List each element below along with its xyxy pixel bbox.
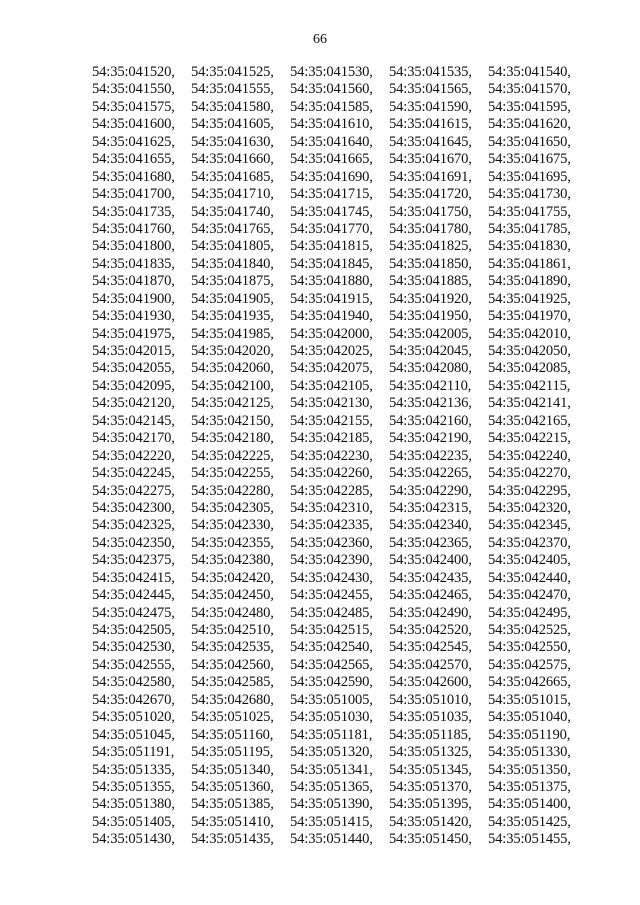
- cadastral-number: 54:35:042545,: [389, 639, 472, 656]
- cadastral-number: 54:35:042165,: [488, 412, 571, 429]
- cadastral-number: 54:35:041770,: [290, 220, 373, 237]
- cadastral-number: 54:35:042160,: [389, 412, 472, 429]
- cadastral-number: 54:35:042340,: [389, 517, 472, 534]
- cadastral-number: 54:35:042320,: [488, 499, 571, 516]
- cadastral-number: 54:35:041605,: [191, 116, 274, 133]
- cadastral-number: 54:35:041685,: [191, 168, 274, 185]
- cadastral-number: 54:35:051350,: [488, 761, 571, 778]
- cadastral-number: 54:35:041560,: [290, 81, 373, 98]
- cadastral-number: 54:35:041720,: [389, 186, 472, 203]
- cadastral-number: 54:35:042285,: [290, 482, 373, 499]
- list-row: [92, 116, 592, 133]
- cadastral-number: 54:35:051320,: [290, 744, 373, 761]
- cadastral-number: 54:35:041540,: [488, 64, 571, 80]
- cadastral-number: 54:35:041740,: [191, 203, 274, 220]
- cadastral-number: 54:35:041900,: [92, 290, 175, 307]
- cadastral-number: 54:35:042665,: [488, 674, 571, 691]
- list-row: [92, 378, 592, 395]
- cadastral-number: 54:35:041875,: [191, 273, 274, 290]
- cadastral-number: 54:35:042295,: [488, 482, 571, 499]
- list-row: [92, 256, 592, 273]
- cadastral-number: 54:35:041580,: [191, 98, 274, 115]
- cadastral-number: 54:35:051191,: [92, 744, 175, 761]
- list-row: [92, 639, 592, 656]
- cadastral-number: 54:35:041861,: [488, 255, 571, 272]
- cadastral-number: 54:35:042110,: [389, 377, 472, 394]
- cadastral-number: 54:35:042550,: [488, 639, 571, 656]
- cadastral-number: 54:35:051040,: [488, 709, 571, 726]
- cadastral-number: 54:35:051435,: [191, 831, 274, 848]
- cadastral-number: 54:35:041825,: [389, 238, 472, 255]
- list-row: [92, 273, 592, 290]
- cadastral-number: 54:35:041805,: [191, 238, 274, 255]
- cadastral-number: 54:35:041730,: [488, 186, 571, 203]
- cadastral-number: 54:35:041870,: [92, 273, 175, 290]
- cadastral-number: 54:35:042130,: [290, 395, 373, 412]
- cadastral-number: 54:35:042420,: [191, 569, 274, 586]
- cadastral-number: 54:35:042325,: [92, 517, 175, 534]
- cadastral-number: 54:35:042145,: [92, 412, 175, 429]
- cadastral-number: 54:35:041675,: [488, 151, 571, 168]
- cadastral-number: 54:35:041570,: [488, 81, 571, 98]
- cadastral-number: 54:35:051335,: [92, 761, 175, 778]
- cadastral-number: 54:35:051450,: [389, 831, 472, 848]
- cadastral-number: 54:35:042260,: [290, 465, 373, 482]
- cadastral-number: 54:35:041655,: [92, 151, 175, 168]
- cadastral-number: 54:35:051345,: [389, 761, 472, 778]
- cadastral-number: 54:35:051405,: [92, 813, 175, 830]
- cadastral-number: 54:35:042515,: [290, 622, 373, 638]
- list-row: [92, 134, 592, 151]
- cadastral-number: 54:35:041925,: [488, 290, 571, 307]
- cadastral-number: 54:35:051380,: [92, 796, 175, 813]
- cadastral-number: 54:35:042485,: [290, 604, 373, 621]
- cadastral-number: 54:35:041670,: [389, 151, 472, 168]
- cadastral-number: 54:35:042350,: [92, 534, 175, 551]
- cadastral-number: 54:35:042435,: [389, 569, 472, 586]
- cadastral-number: 54:35:041890,: [488, 273, 571, 290]
- cadastral-number: 54:35:051195,: [191, 744, 274, 761]
- list-row: [92, 81, 592, 98]
- cadastral-number: 54:35:041625,: [92, 133, 175, 150]
- cadastral-number: 54:35:041525,: [191, 64, 274, 80]
- cadastral-number: 54:35:041715,: [290, 186, 373, 203]
- cadastral-number: 54:35:041950,: [389, 308, 472, 325]
- list-row: [92, 831, 592, 848]
- cadastral-number: 54:35:042480,: [191, 604, 274, 621]
- cadastral-number: 54:35:042310,: [290, 499, 373, 516]
- cadastral-number: 54:35:042680,: [191, 691, 274, 708]
- list-row: [92, 500, 592, 517]
- cadastral-number: 54:35:042240,: [488, 447, 571, 464]
- list-row: [92, 465, 592, 482]
- cadastral-number: 54:35:041915,: [290, 290, 373, 307]
- list-row: [92, 622, 592, 639]
- cadastral-number: 54:35:042045,: [389, 343, 472, 359]
- cadastral-number: 54:35:051385,: [191, 796, 274, 813]
- cadastral-number: 54:35:042075,: [290, 360, 373, 377]
- cadastral-number: 54:35:041920,: [389, 290, 472, 307]
- cadastral-number: 54:35:041565,: [389, 81, 472, 98]
- cadastral-number: 54:35:042060,: [191, 360, 274, 377]
- cadastral-number: 54:35:041815,: [290, 238, 373, 255]
- cadastral-number: 54:35:041800,: [92, 238, 175, 255]
- cadastral-number: 54:35:042365,: [389, 534, 472, 551]
- cadastral-number: 54:35:042570,: [389, 656, 472, 673]
- cadastral-number: 54:35:041660,: [191, 151, 274, 168]
- list-row: [92, 238, 592, 255]
- list-row: [92, 762, 592, 779]
- cadastral-number: 54:35:051325,: [389, 744, 472, 761]
- cadastral-number: 54:35:042105,: [290, 377, 373, 394]
- list-row: [92, 64, 592, 81]
- cadastral-number: 54:35:041530,: [290, 64, 373, 80]
- cadastral-number: 54:35:051190,: [488, 726, 571, 743]
- cadastral-number: 54:35:041780,: [389, 220, 472, 237]
- list-row: [92, 308, 592, 325]
- cadastral-number: 54:35:051390,: [290, 796, 373, 813]
- cadastral-number: 54:35:051025,: [191, 709, 274, 726]
- cadastral-number: 54:35:042085,: [488, 360, 571, 377]
- cadastral-number: 54:35:042265,: [389, 465, 472, 482]
- cadastral-number: 54:35:042530,: [92, 639, 175, 656]
- cadastral-number: 54:35:042115,: [488, 377, 571, 394]
- cadastral-number: 54:35:042185,: [290, 430, 373, 447]
- list-row: [92, 186, 592, 203]
- list-row: [92, 430, 592, 447]
- cadastral-number: 54:35:042025,: [290, 343, 373, 359]
- list-row: [92, 326, 592, 343]
- cadastral-number: 54:35:042495,: [488, 604, 571, 621]
- cadastral-number: 54:35:051370,: [389, 778, 472, 795]
- cadastral-number: 54:35:041600,: [92, 116, 175, 133]
- cadastral-number: 54:35:042300,: [92, 499, 175, 516]
- cadastral-number: 54:35:042475,: [92, 604, 175, 621]
- cadastral-number: 54:35:041520,: [92, 64, 175, 80]
- cadastral-number: 54:35:041650,: [488, 133, 571, 150]
- cadastral-number: 54:35:042400,: [389, 552, 472, 569]
- list-row: [92, 151, 592, 168]
- cadastral-number: 54:35:042015,: [92, 343, 175, 359]
- cadastral-number: 54:35:041940,: [290, 308, 373, 325]
- cadastral-number: 54:35:051010,: [389, 691, 472, 708]
- cadastral-number: 54:35:042155,: [290, 412, 373, 429]
- cadastral-number: 54:35:042141,: [488, 395, 571, 412]
- cadastral-number: 54:35:042270,: [488, 465, 571, 482]
- list-row: [92, 99, 592, 116]
- list-row: [92, 796, 592, 813]
- cadastral-number: 54:35:041691,: [389, 168, 472, 185]
- cadastral-number: 54:35:041840,: [191, 255, 274, 272]
- list-row: [92, 169, 592, 186]
- cadastral-number: 54:35:042390,: [290, 552, 373, 569]
- cadastral-number: 54:35:042590,: [290, 674, 373, 691]
- cadastral-number: 54:35:042540,: [290, 639, 373, 656]
- cadastral-number: 54:35:041985,: [191, 325, 274, 342]
- cadastral-number: 54:35:042330,: [191, 517, 274, 534]
- cadastral-number: 54:35:042575,: [488, 656, 571, 673]
- cadastral-number: 54:35:042280,: [191, 482, 274, 499]
- list-row: [92, 779, 592, 796]
- cadastral-number: 54:35:051425,: [488, 813, 571, 830]
- cadastral-number: 54:35:041575,: [92, 98, 175, 115]
- cadastral-number: 54:35:051375,: [488, 778, 571, 795]
- cadastral-number: 54:35:041905,: [191, 290, 274, 307]
- cadastral-number: 54:35:042000,: [290, 325, 373, 342]
- cadastral-number: 54:35:041535,: [389, 64, 472, 80]
- cadastral-number: 54:35:041700,: [92, 186, 175, 203]
- cadastral-number: 54:35:042235,: [389, 447, 472, 464]
- cadastral-number: 54:35:042490,: [389, 604, 472, 621]
- cadastral-number: 54:35:051045,: [92, 726, 175, 743]
- cadastral-number: 54:35:041555,: [191, 81, 274, 98]
- cadastral-number: 54:35:041610,: [290, 116, 373, 133]
- cadastral-number: 54:35:051440,: [290, 831, 373, 848]
- cadastral-number: 54:35:041630,: [191, 133, 274, 150]
- cadastral-number: 54:35:042470,: [488, 587, 571, 604]
- list-row: [92, 360, 592, 377]
- cadastral-number: 54:35:042095,: [92, 377, 175, 394]
- cadastral-number: 54:35:051035,: [389, 709, 472, 726]
- cadastral-number: 54:35:042275,: [92, 482, 175, 499]
- list-row: [92, 535, 592, 552]
- cadastral-number: 54:35:042005,: [389, 325, 472, 342]
- cadastral-number: 54:35:042565,: [290, 656, 373, 673]
- list-row: [92, 204, 592, 221]
- cadastral-number: 54:35:042120,: [92, 395, 175, 412]
- cadastral-number: 54:35:051360,: [191, 778, 274, 795]
- list-row: [92, 517, 592, 534]
- cadastral-number: 54:35:042245,: [92, 465, 175, 482]
- cadastral-number: 54:35:041615,: [389, 116, 472, 133]
- cadastral-number-list: [92, 64, 592, 849]
- cadastral-number: 54:35:051430,: [92, 831, 175, 848]
- cadastral-number: 54:35:042050,: [488, 343, 571, 359]
- cadastral-number: 54:35:041665,: [290, 151, 373, 168]
- cadastral-number: 54:35:042525,: [488, 622, 571, 638]
- cadastral-number: 54:35:051395,: [389, 796, 472, 813]
- cadastral-number: 54:35:041975,: [92, 325, 175, 342]
- list-row: [92, 605, 592, 622]
- list-row: [92, 709, 592, 726]
- cadastral-number: 54:35:042505,: [92, 622, 175, 638]
- list-row: [92, 291, 592, 308]
- cadastral-number: 54:35:042305,: [191, 499, 274, 516]
- cadastral-number: 54:35:041785,: [488, 220, 571, 237]
- cadastral-number: 54:35:051420,: [389, 813, 472, 830]
- cadastral-number: 54:35:042580,: [92, 674, 175, 691]
- cadastral-number: 54:35:051455,: [488, 831, 571, 848]
- cadastral-number: 54:35:042215,: [488, 430, 571, 447]
- cadastral-number: 54:35:051020,: [92, 709, 175, 726]
- list-row: [92, 552, 592, 569]
- cadastral-number: 54:35:051365,: [290, 778, 373, 795]
- cadastral-number: 54:35:051181,: [290, 726, 373, 743]
- list-row: [92, 483, 592, 500]
- cadastral-number: 54:35:051400,: [488, 796, 571, 813]
- list-row: [92, 692, 592, 709]
- cadastral-number: 54:35:042405,: [488, 552, 571, 569]
- cadastral-number: 54:35:041640,: [290, 133, 373, 150]
- list-row: [92, 395, 592, 412]
- list-row: [92, 657, 592, 674]
- cadastral-number: 54:35:042380,: [191, 552, 274, 569]
- cadastral-number: 54:35:041830,: [488, 238, 571, 255]
- cadastral-number: 54:35:042020,: [191, 343, 274, 359]
- page-number: 66: [313, 32, 327, 47]
- cadastral-number: 54:35:041645,: [389, 133, 472, 150]
- cadastral-number: 54:35:042225,: [191, 447, 274, 464]
- cadastral-number: 54:35:042585,: [191, 674, 274, 691]
- cadastral-number: 54:35:042170,: [92, 430, 175, 447]
- cadastral-number: 54:35:042430,: [290, 569, 373, 586]
- cadastral-number: 54:35:041595,: [488, 98, 571, 115]
- cadastral-number: 54:35:042180,: [191, 430, 274, 447]
- cadastral-number: 54:35:051030,: [290, 709, 373, 726]
- list-row: [92, 727, 592, 744]
- cadastral-number: 54:35:042440,: [488, 569, 571, 586]
- cadastral-number: 54:35:041835,: [92, 255, 175, 272]
- cadastral-number: 54:35:042345,: [488, 517, 571, 534]
- cadastral-number: 54:35:051015,: [488, 691, 571, 708]
- cadastral-number: 54:35:042535,: [191, 639, 274, 656]
- cadastral-number: 54:35:042315,: [389, 499, 472, 516]
- cadastral-number: 54:35:041695,: [488, 168, 571, 185]
- cadastral-number: 54:35:041620,: [488, 116, 571, 133]
- cadastral-number: 54:35:041590,: [389, 98, 472, 115]
- cadastral-number: 54:35:041885,: [389, 273, 472, 290]
- list-row: [92, 744, 592, 761]
- cadastral-number: 54:35:042510,: [191, 622, 274, 638]
- cadastral-number: 54:35:042150,: [191, 412, 274, 429]
- cadastral-number: 54:35:042375,: [92, 552, 175, 569]
- cadastral-number: 54:35:041585,: [290, 98, 373, 115]
- cadastral-number: 54:35:042010,: [488, 325, 571, 342]
- cadastral-number: 54:35:042670,: [92, 691, 175, 708]
- cadastral-number: 54:35:041935,: [191, 308, 274, 325]
- cadastral-number: 54:35:041930,: [92, 308, 175, 325]
- cadastral-number: 54:35:051355,: [92, 778, 175, 795]
- cadastral-number: 54:35:042520,: [389, 622, 472, 638]
- cadastral-number: 54:35:042055,: [92, 360, 175, 377]
- cadastral-number: 54:35:042415,: [92, 569, 175, 586]
- cadastral-number: 54:35:041735,: [92, 203, 175, 220]
- cadastral-number: 54:35:041765,: [191, 220, 274, 237]
- cadastral-number: 54:35:041745,: [290, 203, 373, 220]
- list-row: [92, 448, 592, 465]
- cadastral-number: 54:35:041970,: [488, 308, 571, 325]
- cadastral-number: 54:35:041880,: [290, 273, 373, 290]
- cadastral-number: 54:35:042290,: [389, 482, 472, 499]
- cadastral-number: 54:35:041750,: [389, 203, 472, 220]
- cadastral-number: 54:35:042555,: [92, 656, 175, 673]
- list-row: [92, 674, 592, 691]
- cadastral-number: 54:35:041755,: [488, 203, 571, 220]
- cadastral-number: 54:35:042445,: [92, 587, 175, 604]
- cadastral-number: 54:35:042220,: [92, 447, 175, 464]
- cadastral-number: 54:35:042465,: [389, 587, 472, 604]
- list-row: [92, 587, 592, 604]
- cadastral-number: 54:35:051160,: [191, 726, 274, 743]
- cadastral-number: 54:35:042230,: [290, 447, 373, 464]
- cadastral-number: 54:35:042360,: [290, 534, 373, 551]
- cadastral-number: 54:35:042560,: [191, 656, 274, 673]
- list-row: [92, 343, 592, 360]
- cadastral-number: 54:35:041845,: [290, 255, 373, 272]
- cadastral-number: 54:35:041690,: [290, 168, 373, 185]
- cadastral-number: 54:35:041550,: [92, 81, 175, 98]
- cadastral-number: 54:35:041680,: [92, 168, 175, 185]
- cadastral-number: 54:35:051415,: [290, 813, 373, 830]
- list-row: [92, 570, 592, 587]
- cadastral-number: 54:35:051185,: [389, 726, 472, 743]
- list-row: [92, 221, 592, 238]
- list-row: [92, 413, 592, 430]
- cadastral-number: 54:35:051341,: [290, 761, 373, 778]
- cadastral-number: 54:35:042136,: [389, 395, 472, 412]
- cadastral-number: 54:35:042190,: [389, 430, 472, 447]
- cadastral-number: 54:35:051005,: [290, 691, 373, 708]
- cadastral-number: 54:35:042370,: [488, 534, 571, 551]
- cadastral-number: 54:35:042335,: [290, 517, 373, 534]
- cadastral-number: 54:35:051410,: [191, 813, 274, 830]
- cadastral-number: 54:35:042600,: [389, 674, 472, 691]
- cadastral-number: 54:35:041760,: [92, 220, 175, 237]
- cadastral-number: 54:35:042450,: [191, 587, 274, 604]
- cadastral-number: 54:35:041710,: [191, 186, 274, 203]
- list-row: [92, 814, 592, 831]
- cadastral-number: 54:35:042100,: [191, 377, 274, 394]
- cadastral-number: 54:35:042125,: [191, 395, 274, 412]
- cadastral-number: 54:35:042080,: [389, 360, 472, 377]
- cadastral-number: 54:35:041850,: [389, 255, 472, 272]
- cadastral-number: 54:35:042355,: [191, 534, 274, 551]
- cadastral-number: 54:35:042455,: [290, 587, 373, 604]
- cadastral-number: 54:35:051330,: [488, 744, 571, 761]
- cadastral-number: 54:35:051340,: [191, 761, 274, 778]
- cadastral-number: 54:35:042255,: [191, 465, 274, 482]
